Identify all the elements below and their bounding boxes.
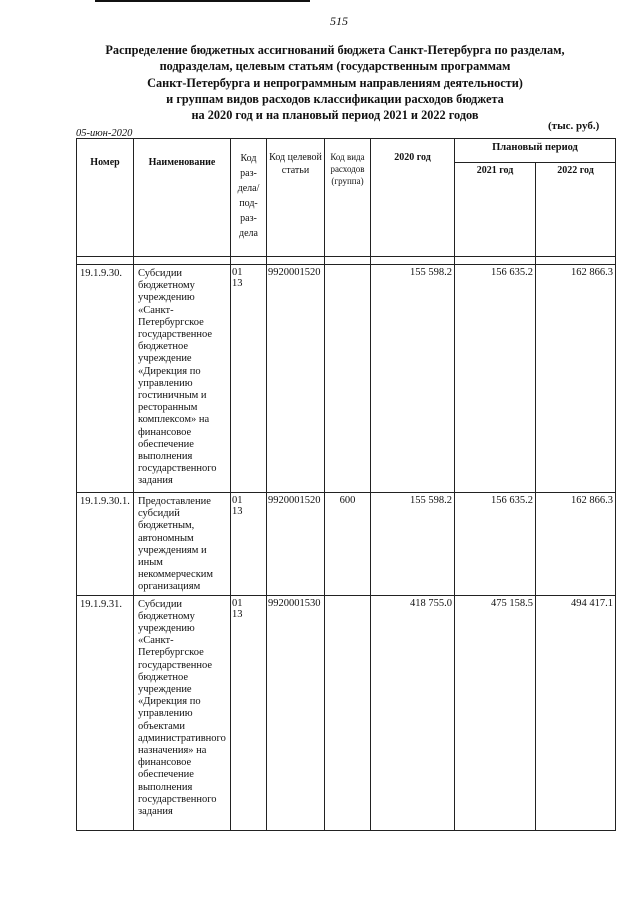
header-section: Код раз-дела/ под-раз-дела [231, 139, 267, 257]
header-2020: 2020 год [371, 139, 455, 257]
section-code: 01 [232, 597, 243, 609]
title-line: на 2020 год и на плановый период 2021 и 2022 годов [191, 108, 479, 123]
row-target: 9920001520 [267, 265, 325, 493]
top-rule [95, 0, 310, 2]
row-2022: 162 866.3 [536, 265, 616, 493]
title-line: Распределение бюджетных ассигнований бюджета Санкт-Петербурга по разделам, [105, 43, 565, 57]
page-number: 515 [330, 14, 348, 28]
row-2022: 162 866.3 [536, 493, 616, 596]
header-target: Код целевой статьи [267, 139, 325, 257]
row-target: 9920001520 [267, 493, 325, 596]
unit-label: (тыс. руб.) [548, 120, 600, 132]
row-section [231, 265, 267, 493]
header-name: Наименование [134, 139, 231, 257]
section-code: 01 [232, 495, 243, 506]
document-title [70, 42, 600, 123]
row-2021: 156 635.2 [455, 265, 536, 493]
row-group: 600 [325, 493, 371, 596]
header-2021: 2021 год [455, 163, 536, 257]
header-2022: 2022 год [536, 163, 616, 257]
subsection-code: 13 [232, 608, 243, 620]
row-group [325, 265, 371, 493]
title-line: и группам видов расходов классификации расходов бюджета [166, 91, 504, 106]
row-2022: 494 417.1 [536, 595, 616, 830]
row-number: 19.1.9.31. [77, 595, 134, 830]
row-target: 9920001530 [267, 595, 325, 830]
document-date: 05-июн-2020 [76, 128, 133, 139]
title-line: Санкт-Петербурга и непрограммным направлениям деятельности) [147, 75, 523, 90]
title-line: подразделам, целевым статьям (государственным программам [159, 59, 511, 74]
row-name: Субсидии бюджетному учреждению «Санкт-Петербургское государственное бюджетное учреждение «Дирекция по управлению объектами административного назначения» на финансовое обеспечение выполнения государственного задания [134, 595, 231, 830]
row-number: 19.1.9.30. [77, 265, 134, 493]
row-group [325, 595, 371, 830]
section-code: 01 [232, 267, 243, 278]
header-number: Номер [77, 139, 134, 257]
row-2021: 156 635.2 [455, 493, 536, 596]
row-2020: 155 598.2 [371, 493, 455, 596]
row-2021: 475 158.5 [455, 595, 536, 830]
subsection-code: 13 [232, 278, 243, 289]
row-section [231, 595, 267, 830]
header-planned-period: Плановый период [455, 139, 616, 163]
row-2020: 418 755.0 [371, 595, 455, 830]
subsection-code: 13 [232, 506, 243, 517]
row-name: Субсидии бюджетному учреждению «Санкт-Петербургское государственное бюджетное учреждение «Дирекция по управлению гостиничным и ресторанным комплексом» на финансовое обеспечение выполнения государственного задания [134, 265, 231, 493]
table-row [77, 493, 616, 596]
row-number: 19.1.9.30.1. [77, 493, 134, 596]
table-row [77, 595, 616, 830]
table-row [77, 265, 616, 493]
header-spacer-row [77, 257, 616, 265]
budget-table [76, 138, 616, 831]
header-group: Код вида расходов (группа) [325, 139, 371, 257]
row-name: Предоставление субсидий бюджетным, автономным учреждениям и иным некоммерческим организациям [134, 493, 231, 596]
row-2020: 155 598.2 [371, 265, 455, 493]
row-section [231, 493, 267, 596]
